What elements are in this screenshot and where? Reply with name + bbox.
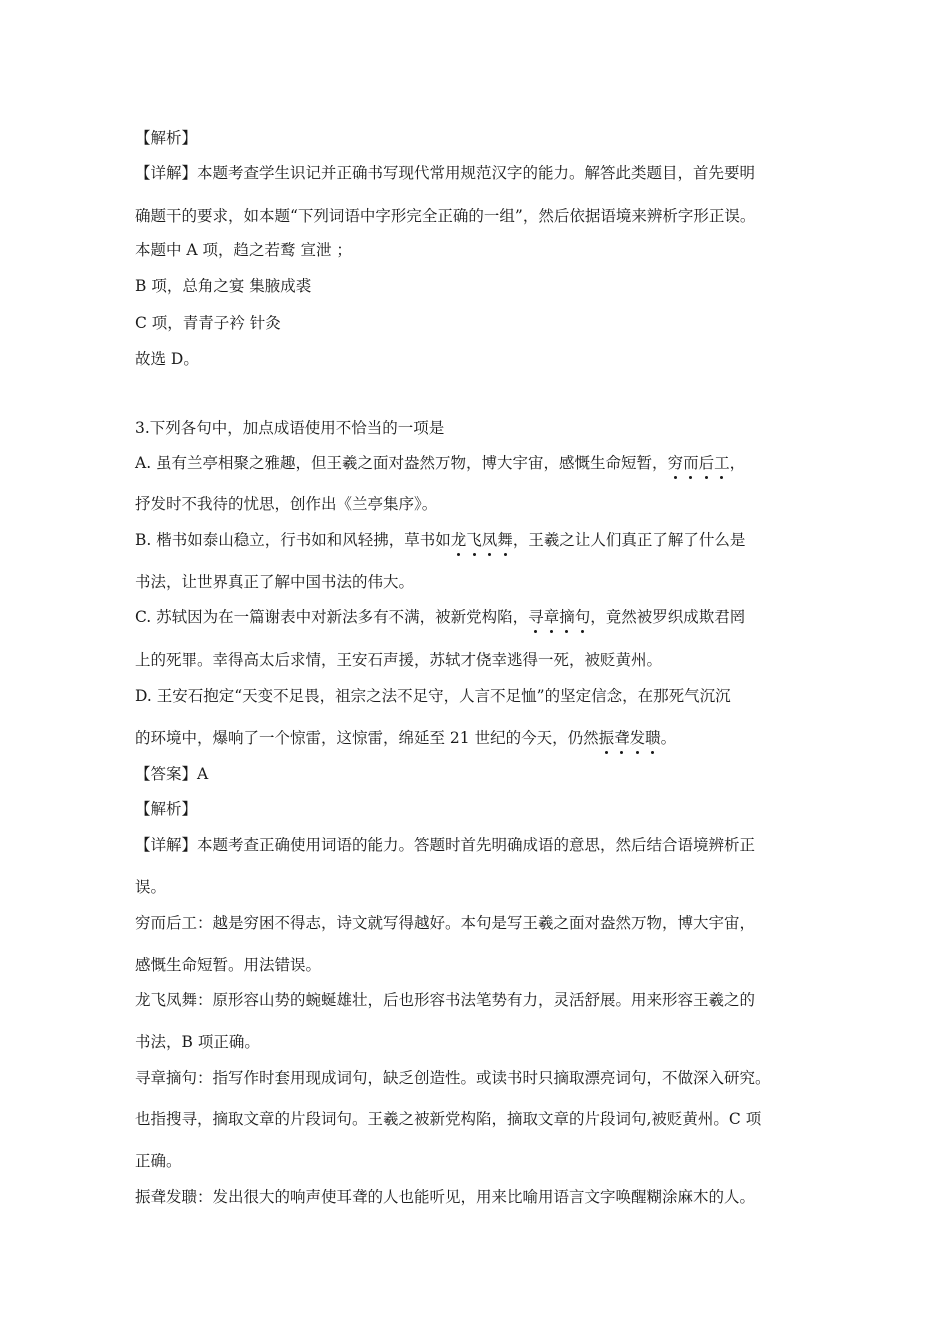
explanation-line: 龙飞凤舞：原形容山势的蜿蜒雄壮，后也形容书法笔势有力，灵活舒展。用来形容王羲之的 — [135, 991, 756, 1009]
detail-line: 故选 D。 — [135, 350, 199, 368]
question-stem: 3.下列各句中，加点成语使用不恰当的一项是 — [135, 419, 445, 437]
option-b-line — [135, 530, 745, 550]
option-a-text: A. 虽有兰亭相聚之雅趣，但王羲之面对盎然万物，博大宇宙，感慨生命短暂， — [135, 454, 668, 472]
dotted-char: 寻 — [528, 608, 544, 626]
option-d-line2 — [135, 728, 676, 748]
dotted-char: 聋 — [614, 729, 630, 747]
detail-line: 确题干的要求，如本题“下列词语中字形完全正确的一组”，然后依据语境来辨析字形正误。 — [135, 207, 756, 225]
option-c-tail: ，竟然被罗织成欺君罔 — [590, 608, 746, 626]
explanation-line: 正确。 — [135, 1152, 182, 1170]
explanation-line: 振聋发聩：发出很大的响声使耳聋的人也能听见，用来比喻用语言文字唤醒糊涂麻木的人。 — [135, 1188, 756, 1206]
option-a-line — [135, 453, 745, 473]
dotted-char: 龙 — [450, 531, 467, 549]
dotted-char: 聩 — [645, 729, 661, 747]
explanation-line: 穷而后工：越是穷困不得志，诗文就写得越好。本句是写王羲之面对盎然万物，博大宇宙， — [135, 914, 756, 932]
dotted-char: 工 — [714, 454, 730, 472]
dotted-char: 摘 — [559, 608, 575, 626]
analysis-header-2: 【解析】 — [135, 800, 198, 818]
dotted-char: 舞 — [497, 531, 513, 549]
option-c-line2: 上的死罪。幸得高太后求情，王安石声援，苏轼才侥幸逃得一死，被贬黄州。 — [135, 651, 663, 669]
dotted-char: 飞 — [466, 531, 482, 549]
dotted-char: 穷 — [667, 454, 684, 472]
explanation-line: 感慨生命短暂。用法错误。 — [135, 956, 322, 974]
detail-line: C 项，青青子衿 针灸 — [135, 314, 281, 332]
dotted-idiom — [528, 608, 590, 626]
option-d-line: D. 王安石抱定“天变不足畏，祖宗之法不足守，人言不足恤”的坚定信念，在那死气沉沉 — [135, 687, 731, 705]
dotted-char: 句 — [574, 608, 591, 626]
detail-line: B 项，总角之宴 集腋成裘 — [135, 277, 312, 295]
analysis-header-1: 【解析】 — [135, 129, 198, 147]
dotted-idiom — [599, 729, 661, 747]
dotted-char: 振 — [598, 729, 615, 747]
explanation-line: 寻章摘句：指写作时套用现成词句，缺乏创造性。或读书时只摘取漂亮词句，不做深入研究。 — [135, 1069, 771, 1087]
dotted-char: 后 — [698, 454, 715, 472]
dotted-char: 凤 — [481, 531, 498, 549]
option-a-line2: 抒发时不我待的忧思，创作出《兰亭集序》。 — [135, 495, 438, 513]
option-a-tail: ， — [729, 454, 746, 472]
option-b-text: B. 楷书如泰山稳立，行书如和风轻拂，草书如 — [135, 531, 451, 549]
dotted-char: 而 — [683, 454, 699, 472]
detail-line: 误。 — [135, 878, 167, 896]
option-c-text: C. 苏轼因为在一篇谢表中对新法多有不满，被新党构陷， — [135, 608, 529, 626]
answer-line: 【答案】A — [135, 765, 209, 783]
detail-line: 【详解】本题考查正确使用词语的能力。答题时首先明确成语的意思，然后结合语境辨析正 — [135, 836, 756, 854]
explanation-line: 也指搜寻，摘取文章的片段词句。王羲之被新党构陷，摘取文章的片段词句,被贬黄州。C 项 — [135, 1110, 762, 1128]
dotted-idiom — [668, 454, 730, 472]
dotted-char: 章 — [543, 608, 560, 626]
option-b-line2: 书法，让世界真正了解中国书法的伟大。 — [135, 573, 415, 591]
dotted-char: 发 — [629, 729, 646, 747]
detail-line: 本题中 A 项，趋之若鹜 宣泄 ； — [135, 241, 352, 259]
option-c-line — [135, 607, 745, 627]
option-d-text: 的环境中，爆响了一个惊雷，这惊雷，绵延至 21 世纪的今天，仍然 — [135, 729, 599, 747]
explanation-line: 书法，B 项正确。 — [135, 1033, 260, 1051]
option-b-tail: ，王羲之让人们真正了解了什么是 — [512, 531, 746, 549]
detail-line: 【详解】本题考查学生识记并正确书写现代常用规范汉字的能力。解答此类题目，首先要明 — [135, 164, 756, 182]
option-d-tail: 。 — [660, 729, 677, 747]
dotted-idiom — [451, 531, 513, 549]
